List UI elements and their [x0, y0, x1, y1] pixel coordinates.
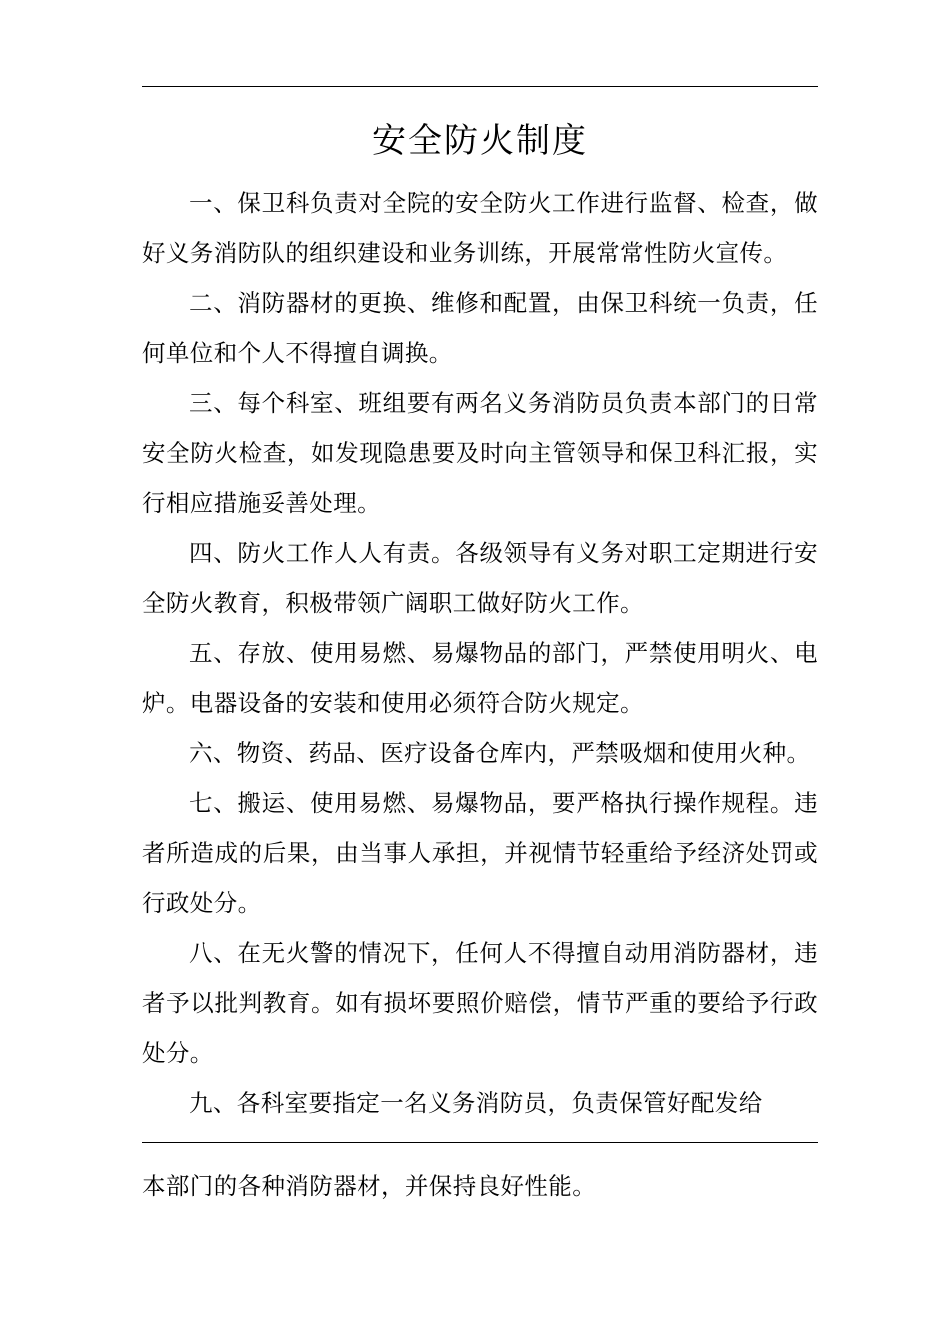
paragraph-4: 四、防火工作人人有责。各级领导有义务对职工定期进行安全防火教育，积极带领广阔职工做好防火工作。 [142, 539, 818, 617]
paragraph-2: 二、消防器材的更换、维修和配置，由保卫科统一负责，任何单位和个人不得擅自调换。 [142, 289, 818, 367]
page-break-divider [142, 1142, 818, 1143]
paragraph-5: 五、存放、使用易燃、易爆物品的部门，严禁使用明火、电炉。电器设备的安装和使用必须符合防火规定。 [142, 639, 818, 717]
document-title: 安全防火制度 [372, 121, 588, 161]
paragraph-6: 六、物资、药品、医疗设备仓库内，严禁吸烟和使用火种。 [189, 739, 811, 767]
paragraph-7: 七、搬运、使用易燃、易爆物品，要严格执行操作规程。违者所造成的后果，由当事人承担，并视情节轻重给予经济处罚或行政处分。 [142, 789, 818, 917]
paragraph-1: 一、保卫科负责对全院的安全防火工作进行监督、检查，做好义务消防队的组织建设和业务训练，开展常常性防火宣传。 [142, 189, 818, 267]
top-divider [142, 86, 818, 87]
document-body [142, 178, 818, 1128]
continuation-text: 本部门的各种消防器材，并保持良好性能。 [142, 1172, 597, 1200]
paragraph-9: 九、各科室要指定一名义务消防员，负责保管好配发给 [189, 1089, 763, 1117]
paragraph-8: 八、在无火警的情况下，任何人不得擅自动用消防器材，违者予以批判教育。如有损坏要照价赔偿，情节严重的要给予行政处分。 [142, 939, 818, 1067]
paragraph-3: 三、每个科室、班组要有两名义务消防员负责本部门的日常安全防火检查，如发现隐患要及时向主管领导和保卫科汇报，实行相应措施妥善处理。 [142, 389, 818, 517]
